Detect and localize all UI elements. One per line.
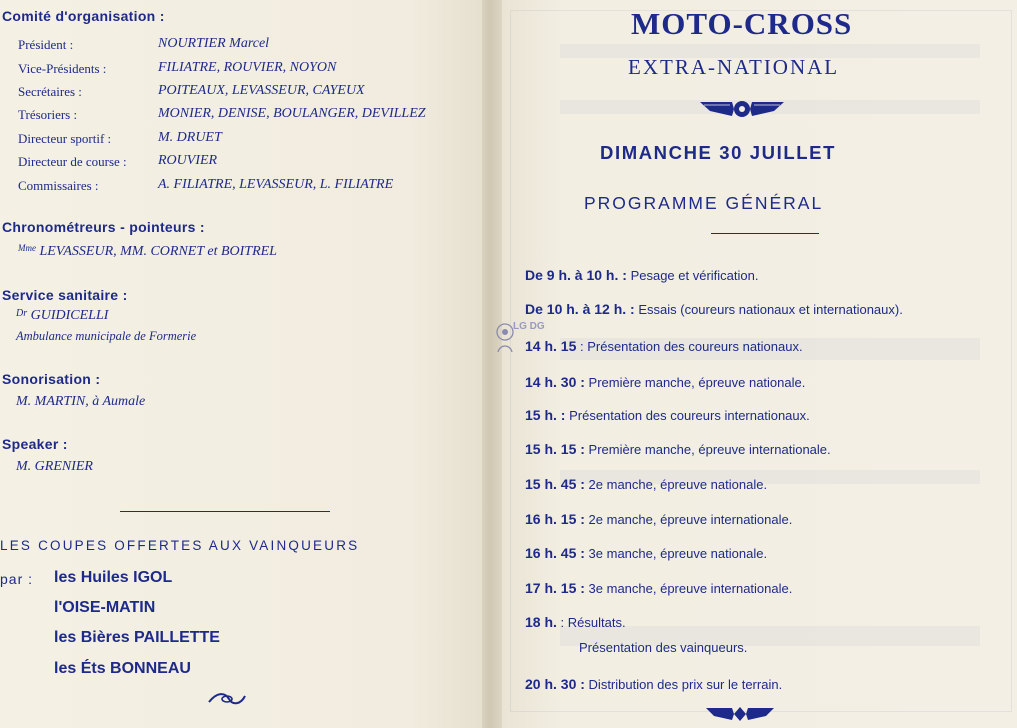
schedule-event: : Résultats.	[560, 615, 626, 630]
schedule-time: 16 h. 45 :	[525, 545, 585, 561]
sound-heading: Sonorisation :	[2, 371, 101, 387]
committee-role: Directeur sportif :	[18, 131, 112, 146]
schedule-row	[525, 301, 903, 317]
schedule-row	[525, 545, 767, 561]
schedule-row	[525, 476, 767, 492]
sponsor-item: les Huiles IGOL	[54, 569, 173, 586]
committee-role: Secrétaires :	[18, 84, 82, 99]
cups-notice: LES COUPES OFFERTES AUX VAINQUEURS	[0, 538, 360, 553]
programme-heading: PROGRAMME GÉNÉRAL	[584, 193, 824, 213]
schedule-event: Essais (coureurs nationaux et internationaux).	[638, 302, 903, 317]
schedule-event: Première manche, épreuve internationale.	[588, 442, 831, 457]
schedule-event: 3e manche, épreuve nationale.	[588, 546, 768, 561]
schedule-time: 17 h. 15 :	[525, 580, 585, 596]
schedule-event: Pesage et vérification.	[630, 268, 759, 283]
medical-doctor	[16, 308, 108, 324]
schedule-time: 18 h.	[525, 614, 557, 630]
schedule-row	[525, 511, 792, 527]
schedule-row	[525, 676, 782, 692]
collector-stamp-text: LG DG	[513, 321, 545, 332]
schedule-event: Présentation des vainqueurs.	[579, 640, 748, 655]
committee-heading: Comité d'organisation :	[2, 8, 165, 24]
committee-role: Président :	[18, 37, 74, 52]
event-date: DIMANCHE 30 JUILLET	[600, 142, 836, 163]
medical-name: GUIDICELLI	[30, 308, 109, 323]
schedule-row	[525, 441, 831, 457]
winged-wheel-icon	[700, 99, 784, 119]
committee-names: POITEAUX, LEVASSEUR, CAYEUX	[158, 83, 365, 98]
schedule-time: 15 h. 45 :	[525, 476, 585, 492]
par-label: par :	[0, 571, 34, 587]
schedule-event: : Présentation des coureurs nationaux.	[580, 339, 803, 354]
schedule-time: 15 h. 15 :	[525, 441, 585, 457]
schedule-time: De 10 h. à 12 h. :	[525, 301, 635, 317]
medical-prefix: Dr	[16, 308, 28, 319]
schedule-time: 14 h. 30 :	[525, 374, 585, 390]
schedule-row	[525, 374, 805, 390]
sponsor-item: l'OISE-MATIN	[54, 599, 156, 616]
schedule-row	[525, 407, 810, 423]
timers-names: LEVASSEUR, MM. CORNET et BOITREL	[39, 244, 277, 259]
medical-ambulance: Ambulance municipale de Formerie	[16, 329, 197, 343]
medical-heading: Service sanitaire :	[2, 287, 128, 303]
committee-names: MONIER, DENISE, BOULANGER, DEVILLEZ	[158, 106, 426, 121]
schedule-event: 2e manche, épreuve internationale.	[588, 512, 793, 527]
timers-heading: Chronométreurs - pointeurs :	[2, 219, 205, 235]
winged-wheel-bottom-icon	[706, 706, 774, 722]
timers-prefix: Mme	[18, 243, 36, 253]
schedule-event: 2e manche, épreuve nationale.	[588, 477, 768, 492]
committee-role: Vice-Présidents :	[18, 61, 107, 76]
committee-role: Trésoriers :	[18, 107, 78, 122]
schedule-time: 15 h. :	[525, 407, 566, 423]
schedule-row	[579, 640, 747, 655]
speaker-heading: Speaker :	[2, 436, 68, 452]
schedule-row	[525, 580, 792, 596]
schedule-time: 20 h. 30 :	[525, 676, 585, 692]
schedule-event: 3e manche, épreuve internationale.	[588, 581, 793, 596]
section-divider	[120, 511, 330, 512]
schedule-event: Présentation des coureurs internationaux.	[569, 408, 810, 423]
committee-names: M. DRUET	[158, 130, 222, 145]
schedule-event: Distribution des prix sur le terrain.	[588, 677, 783, 692]
schedule-row	[525, 338, 803, 354]
schedule-row	[525, 267, 758, 283]
committee-names: FILIATRE, ROUVIER, NOYON	[158, 60, 337, 75]
main-title: MOTO-CROSS	[631, 6, 853, 41]
sound-name: M. MARTIN, à Aumale	[16, 394, 146, 409]
committee-names: ROUVIER	[158, 153, 218, 168]
speaker-name: M. GRENIER	[16, 459, 93, 474]
sponsor-item: les Éts BONNEAU	[54, 660, 191, 677]
sponsor-item: les Bières PAILLETTE	[54, 629, 220, 646]
main-subtitle: EXTRA-NATIONAL	[628, 55, 840, 79]
flourish-ornament-icon	[207, 690, 247, 708]
schedule-time: De 9 h. à 10 h. :	[525, 267, 627, 283]
committee-role: Directeur de course :	[18, 154, 127, 169]
committee-names: A. FILIATRE, LEVASSEUR, L. FILIATRE	[158, 177, 394, 192]
schedule-row	[525, 614, 626, 630]
timers-line	[18, 243, 277, 260]
schedule-time: 16 h. 15 :	[525, 511, 585, 527]
committee-role: Commissaires :	[18, 178, 99, 193]
schedule-event: Première manche, épreuve nationale.	[588, 375, 806, 390]
heading-underline	[711, 233, 819, 234]
schedule-time: 14 h. 15	[525, 338, 577, 354]
committee-names: NOURTIER Marcel	[158, 36, 270, 51]
